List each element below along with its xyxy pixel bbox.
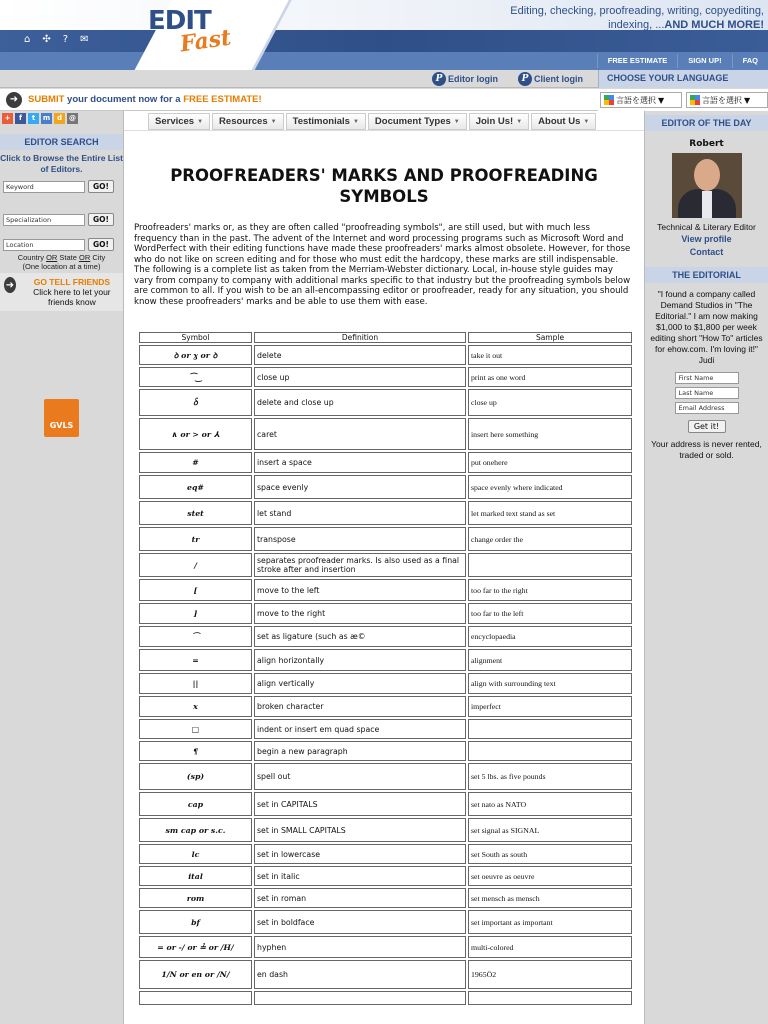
symbol-cell: ital — [139, 866, 252, 886]
sample-cell: alignment — [468, 649, 632, 671]
table-row — [139, 673, 632, 694]
menu-resources[interactable] — [212, 113, 284, 130]
email-share-icon[interactable]: @ — [69, 114, 76, 122]
symbol-cell: ꝺ̑ — [139, 389, 252, 416]
menu-testimonials-label: Testimonials — [292, 116, 350, 127]
table-row — [139, 741, 632, 761]
sample-cell: imperfect — [468, 696, 632, 717]
sample-cell: set nato as NATO — [468, 792, 632, 816]
language-select-2[interactable] — [686, 92, 768, 108]
table-row — [139, 844, 632, 864]
login-row — [0, 70, 768, 88]
table-row — [139, 866, 632, 886]
sample-cell: set signal as SIGNAL — [468, 818, 632, 842]
editor-login-link[interactable] — [432, 72, 498, 86]
view-profile-link[interactable]: View profile — [681, 234, 732, 244]
sample-cell — [468, 553, 632, 577]
symbol-cell: ∧ or > or ⅄ — [139, 418, 252, 450]
editor-search-heading: EDITOR SEARCH — [0, 134, 123, 150]
main-menu — [124, 111, 644, 131]
sample-cell: too far to the left — [468, 603, 632, 624]
table-row — [139, 527, 632, 551]
sample-cell — [468, 991, 632, 1005]
sample-cell: 1965Ö2 — [468, 960, 632, 989]
table-row — [139, 991, 632, 1005]
specialization-search-row — [0, 211, 123, 228]
editor-login-icon: P — [432, 72, 446, 86]
privacy-note: Your address is never rented, traded or sold. — [651, 439, 762, 460]
chevron-down-icon: ▼ — [197, 118, 204, 125]
twitter-icon[interactable]: t — [28, 113, 39, 124]
location-input[interactable]: Location — [3, 239, 85, 251]
sample-cell: set mensch as mensch — [468, 888, 632, 908]
sample-cell — [468, 719, 632, 739]
table-row — [139, 367, 632, 387]
table-row — [139, 888, 632, 908]
chevron-down-icon: ▼ — [516, 118, 523, 125]
definition-cell: set as ligature (such as æ© — [254, 626, 466, 647]
table-row — [139, 649, 632, 671]
tagline — [464, 4, 764, 32]
definition-cell: set in roman — [254, 888, 466, 908]
sample-cell: set South as south — [468, 844, 632, 864]
definition-cell: align vertically — [254, 673, 466, 694]
symbol-cell: eq# — [139, 475, 252, 499]
table-row — [139, 389, 632, 416]
definition-cell: indent or insert em quad space — [254, 719, 466, 739]
photo-shirt — [702, 191, 712, 218]
go-tell-text — [25, 277, 119, 307]
gvls-badge[interactable] — [44, 399, 79, 437]
editorial-heading: THE EDITORIAL — [645, 267, 768, 283]
arrow-right-icon: ➜ — [4, 277, 16, 293]
table-row — [139, 553, 632, 577]
table-row — [139, 763, 632, 790]
header-icons — [24, 34, 88, 45]
submit-word: SUBMIT — [28, 94, 65, 105]
sample-cell — [468, 741, 632, 761]
menu-services[interactable] — [148, 113, 210, 130]
menu-resources-label: Resources — [219, 116, 268, 127]
site-header — [0, 0, 768, 70]
table-row — [139, 501, 632, 525]
editor-of-day-heading: EDITOR OF THE DAY — [645, 115, 768, 131]
top-nav — [597, 54, 768, 68]
definition-cell: set in boldface — [254, 910, 466, 934]
email-input[interactable]: Email Address — [675, 402, 739, 414]
country-label: Country — [17, 253, 47, 262]
menu-join-us[interactable] — [469, 113, 529, 130]
definition-cell: align horizontally — [254, 649, 466, 671]
symbol-cell: ⌒ — [139, 626, 252, 647]
tagline-line2a: indexing, ... — [608, 19, 665, 31]
chevron-down-icon: ▼ — [352, 118, 359, 125]
google-icon — [690, 95, 700, 105]
symbol-cell: = — [139, 649, 252, 671]
table-row — [139, 818, 632, 842]
table-body — [139, 345, 632, 1005]
symbol-cell: rom — [139, 888, 252, 908]
definition-cell: broken character — [254, 696, 466, 717]
or-label-1: OR — [46, 253, 58, 262]
editor-login-label: Editor login — [448, 74, 498, 84]
symbol-cell: = or -/ or ≟ or /H/ — [139, 936, 252, 958]
language-select-1-label: 言語を選択 — [616, 95, 656, 105]
definition-cell: transpose — [254, 527, 466, 551]
location-hint — [0, 253, 123, 262]
definition-cell: space evenly — [254, 475, 466, 499]
definition-cell: insert a space — [254, 452, 466, 473]
symbol-cell: ] — [139, 603, 252, 624]
tagline-line2 — [464, 18, 764, 32]
main-content — [123, 111, 645, 1024]
sample-cell: multi-colored — [468, 936, 632, 958]
table-row — [139, 418, 632, 450]
symbol-cell: sm cap or s.c. — [139, 818, 252, 842]
definition-cell: move to the left — [254, 579, 466, 601]
definition-cell: hyphen — [254, 936, 466, 958]
add-icon[interactable]: + — [2, 113, 13, 124]
home-icon[interactable]: ⌂ — [24, 34, 31, 45]
definition-cell: delete — [254, 345, 466, 365]
table-row — [139, 719, 632, 739]
sample-cell: take it out — [468, 345, 632, 365]
symbol-cell: (sp) — [139, 763, 252, 790]
table-row — [139, 452, 632, 473]
menu-testimonials[interactable] — [286, 113, 366, 130]
definition-cell: begin a new paragraph — [254, 741, 466, 761]
definition-cell: set in SMALL CAPITALS — [254, 818, 466, 842]
symbol-cell: ¶ — [139, 741, 252, 761]
menu-join-us-label: Join Us! — [475, 116, 514, 127]
gvls-label: GVLS — [49, 421, 74, 430]
definition-cell: let stand — [254, 501, 466, 525]
table-row — [139, 579, 632, 601]
chevron-down-icon: ▼ — [744, 95, 751, 105]
keyword-go-button[interactable]: GO! — [88, 180, 114, 193]
help-icon[interactable]: ? — [62, 34, 69, 45]
go-tell-subtext: Click here to let your friends know — [33, 287, 111, 307]
language-select-1[interactable] — [600, 92, 682, 108]
symbol-cell: lc — [139, 844, 252, 864]
chevron-down-icon: ▼ — [270, 118, 277, 125]
menu-document-types[interactable] — [368, 113, 467, 130]
table-row — [139, 910, 632, 934]
sample-cell: put onehere — [468, 452, 632, 473]
city-label: City — [90, 253, 106, 262]
mail-icon[interactable]: ✉ — [80, 34, 89, 45]
browse-editors-link[interactable]: Click to Browse the Entire List of Editors. — [0, 153, 123, 174]
symbol-cell: bf — [139, 910, 252, 934]
language-selectors — [598, 89, 768, 111]
first-name-input[interactable]: First Name — [675, 372, 739, 384]
symbol-cell: ⁀‿ — [139, 367, 252, 387]
table-row — [139, 626, 632, 647]
free-estimate-link[interactable]: FREE ESTIMATE — [597, 54, 677, 68]
chevron-down-icon: ▼ — [583, 118, 590, 125]
submit-banner[interactable] — [0, 89, 600, 111]
go-tell-heading: GO TELL FRIENDS — [33, 277, 111, 287]
tagline-much-more: AND MUCH MORE! — [664, 19, 764, 31]
definition-cell: spell out — [254, 763, 466, 790]
symbol-cell: cap — [139, 792, 252, 816]
table-row — [139, 345, 632, 365]
sample-cell: too far to the right — [468, 579, 632, 601]
definition-cell — [254, 991, 466, 1005]
location-go-button[interactable]: GO! — [88, 238, 114, 251]
logo-edit-text[interactable]: EDIT — [148, 6, 211, 36]
header-nav-strip — [0, 30, 768, 52]
definition-cell: en dash — [254, 960, 466, 989]
symbol-cell — [139, 991, 252, 1005]
myspace-icon[interactable]: m — [42, 114, 51, 122]
definition-cell: set in lowercase — [254, 844, 466, 864]
editorial-quote: "I found a company called Demand Studios in "The Editorial." I am now making $1,000 to $1,800 per week editing short "How To" articles for ehow.com. I'm loving it!" Judi — [650, 289, 763, 365]
menu-document-types-label: Document Types — [374, 116, 451, 127]
sign-up-link[interactable]: SIGN UP! — [677, 54, 731, 68]
sample-cell: change order the — [468, 527, 632, 551]
client-login-icon: P — [518, 72, 532, 86]
contact-link[interactable]: Contact — [689, 247, 724, 257]
chevron-down-icon: ▼ — [658, 95, 665, 105]
or-label-2: OR — [79, 253, 91, 262]
definition-cell: move to the right — [254, 603, 466, 624]
table-row — [139, 603, 632, 624]
keyword-input[interactable]: Keyword — [3, 181, 85, 193]
sample-cell: set 5 lbs. as five pounds — [468, 763, 632, 790]
arrow-right-icon: ➜ — [6, 92, 22, 108]
sample-cell: close up — [468, 389, 632, 416]
sample-cell: print as one word — [468, 367, 632, 387]
chevron-down-icon: ▼ — [453, 118, 460, 125]
sample-cell: let marked text stand as set — [468, 501, 632, 525]
right-sidebar — [645, 111, 768, 1024]
symbol-cell: ꝺ or ɣ or ꝺ — [139, 345, 252, 365]
definition-cell: delete and close up — [254, 389, 466, 416]
submit-middle: your document now for a — [64, 94, 184, 105]
table-row — [139, 792, 632, 816]
client-login-label: Client login — [534, 74, 583, 84]
col-sample-header: Sample — [468, 332, 632, 343]
page-title: PROOFREADERS' MARKS AND PROOFREADING SYMBOLS — [170, 166, 598, 206]
location-search-row — [0, 236, 123, 253]
editor-photo[interactable] — [672, 153, 742, 218]
symbol-cell: □ — [139, 719, 252, 739]
specialization-go-button[interactable]: GO! — [88, 213, 114, 226]
menu-about-us[interactable] — [531, 113, 596, 130]
keyword-search-row — [0, 178, 123, 195]
submit-free-estimate: FREE ESTIMATE! — [183, 94, 262, 105]
sample-cell: insert here something — [468, 418, 632, 450]
definition-cell: set in CAPITALS — [254, 792, 466, 816]
menu-services-label: Services — [155, 116, 195, 127]
symbol-cell: 1/N or en or /N/ — [139, 960, 252, 989]
delicious-icon[interactable]: d — [54, 113, 65, 124]
sample-cell: space evenly where indicated — [468, 475, 632, 499]
sample-cell: align with surrounding text — [468, 673, 632, 694]
sample-cell: encyclopaedia — [468, 626, 632, 647]
col-symbol-header: Symbol — [139, 332, 252, 343]
faq-link[interactable]: FAQ — [732, 54, 768, 68]
definition-cell: separates proofreader marks. Is also used as a final stroke after and insertion — [254, 553, 466, 577]
specialization-input[interactable]: Specialization — [3, 214, 85, 226]
sitemap-icon[interactable]: ✣ — [42, 34, 51, 45]
table-header-row — [139, 332, 632, 343]
menu-about-us-label: About Us — [538, 116, 581, 127]
sample-cell: set oeuvre as oeuvre — [468, 866, 632, 886]
logo-fast-text[interactable]: Fast — [178, 24, 233, 58]
submit-text[interactable] — [28, 94, 262, 105]
symbol-cell: [ — [139, 579, 252, 601]
definition-cell: set in italic — [254, 866, 466, 886]
language-select-2-label: 言語を選択 — [702, 95, 742, 105]
symbol-cell: || — [139, 673, 252, 694]
last-name-input[interactable]: Last Name — [675, 387, 739, 399]
tagline-line1: Editing, checking, proofreading, writing, copyediting, — [510, 5, 764, 17]
state-label: State — [57, 253, 80, 262]
photo-face — [694, 159, 720, 191]
table-row — [139, 960, 632, 989]
client-login-link[interactable] — [518, 72, 583, 86]
definition-cell: caret — [254, 418, 466, 450]
proofreading-marks-table — [137, 330, 634, 1007]
intro-paragraph: Proofreaders' marks or, as they are often called "proofreading symbols", are still used, but with much less frequency than in the past. The advent of the Internet and word processing programs such as Microsoft Word and WordPerfect with their editing functions have made these proofreaders' marks almost obsolete. However, for those who do not like on screen editing and for those who must edit the hardcopy, these marks are still indispensable. The following is a complete list as taken from the Merriam-Webster dictionary. Local, in-house style guides may vary from company to company with additional marks specific to that industry but the proofreading symbols below are common to all. If you wish to be an all-encompassing editor or proofreader, ready for any situation, you should know these proofreaders' marks and be able to use them with ease. — [134, 223, 631, 307]
symbol-cell: tr — [139, 527, 252, 551]
sample-cell: set important as important — [468, 910, 632, 934]
choose-language-label: CHOOSE YOUR LANGUAGE — [598, 70, 768, 88]
table-row — [139, 475, 632, 499]
symbol-cell: stet — [139, 501, 252, 525]
social-share-icons — [0, 111, 123, 126]
symbol-cell: / — [139, 553, 252, 577]
go-tell-friends[interactable] — [0, 273, 123, 311]
col-definition-header: Definition — [254, 332, 466, 343]
one-location-hint: (One location at a time) — [22, 262, 101, 271]
left-sidebar — [0, 111, 123, 1024]
table-row — [139, 696, 632, 717]
symbol-cell: x — [139, 696, 252, 717]
definition-cell: close up — [254, 367, 466, 387]
editor-role: Technical & Literary Editor — [657, 222, 756, 232]
symbol-cell: # — [139, 452, 252, 473]
get-it-button[interactable]: Get it! — [688, 420, 726, 433]
google-icon — [604, 95, 614, 105]
table-row — [139, 936, 632, 958]
editor-name: Robert — [689, 139, 724, 149]
facebook-icon[interactable]: f — [15, 113, 26, 124]
